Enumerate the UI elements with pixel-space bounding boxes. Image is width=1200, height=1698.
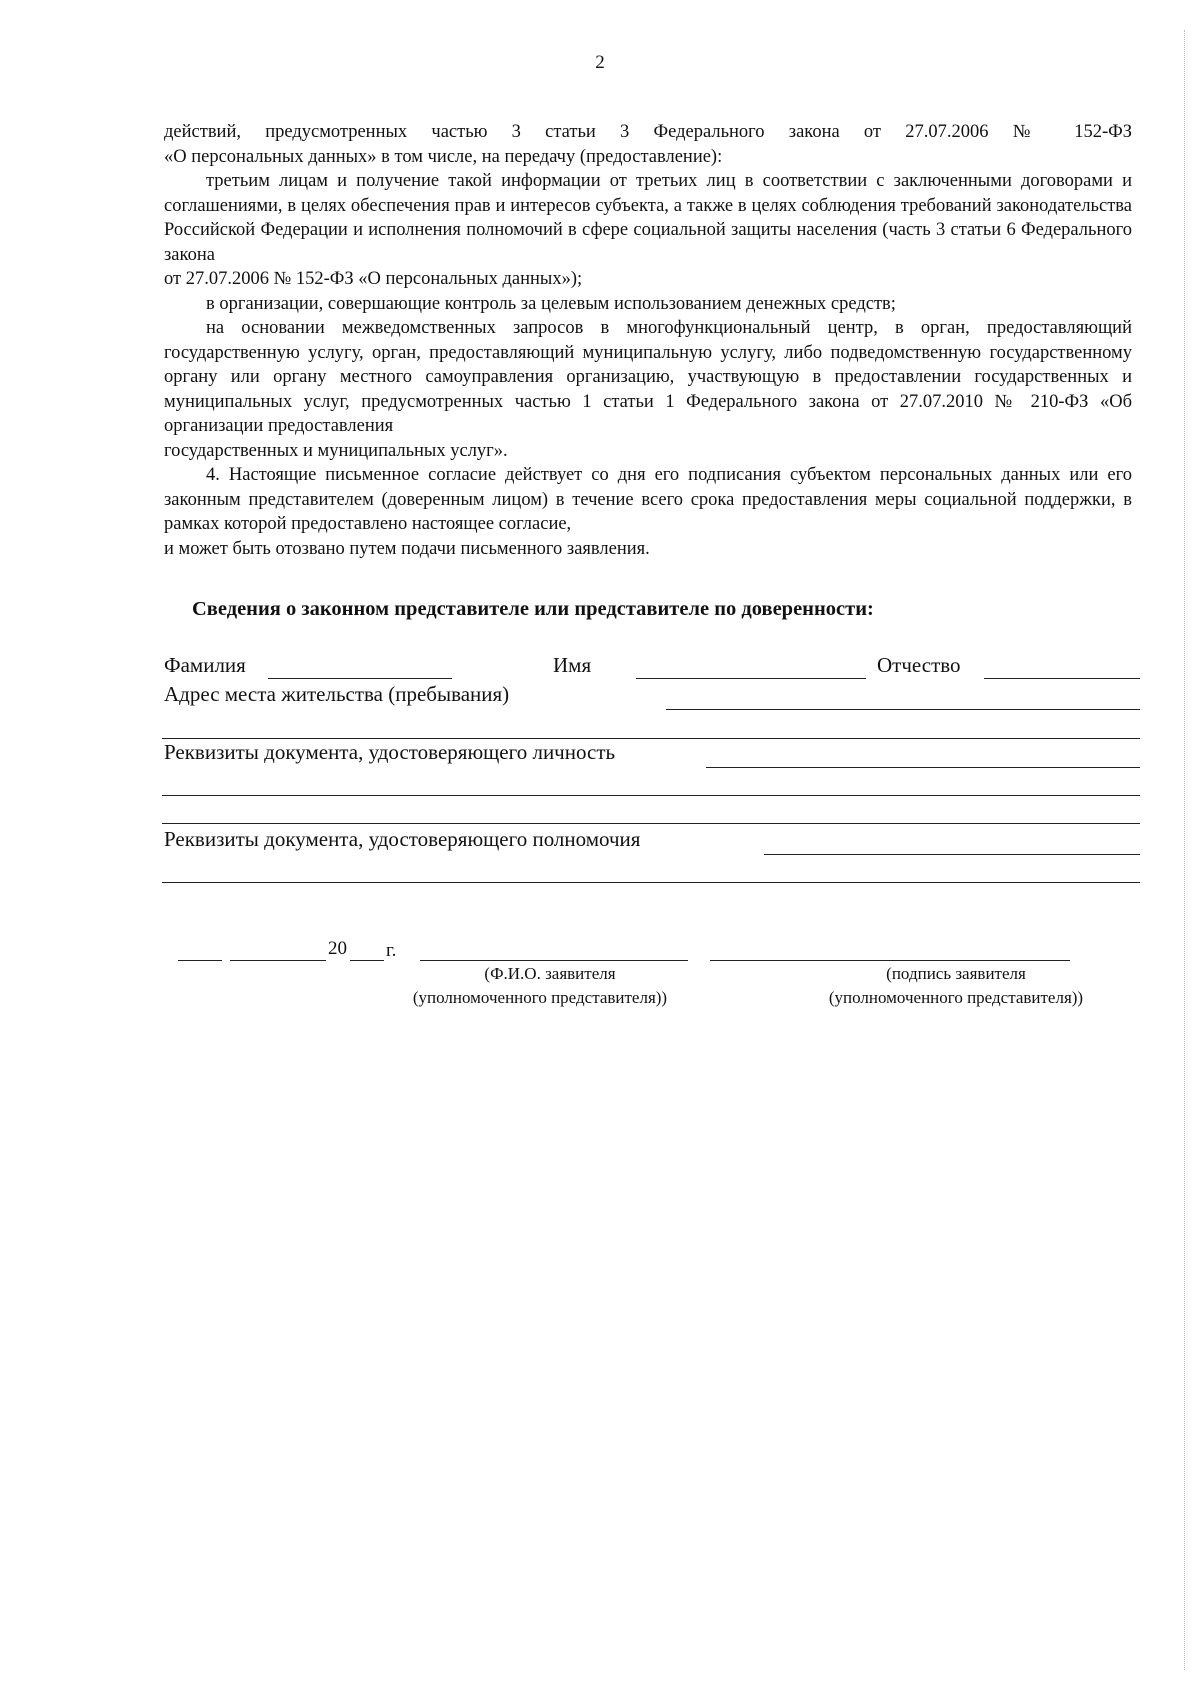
id-document-line-2[interactable] <box>162 795 1140 796</box>
authority-document-line-2[interactable] <box>162 882 1140 883</box>
signature-caption-line1: (подпись заявителя <box>886 964 1026 983</box>
paragraph-interagency-text: на основании межведомственных запросов в многофункциональный центр, в орган, предоставляющий государственную услугу, орган, предоставляющий муниципальную услугу, либо подведомственную государственному органу или органу местного самоуправления организацию, участвующую в предоставлении государственных и муниципальных услуг, предусмотренных частью 1 статьи 1 Федерального закона от 27.07.2010 № 210-ФЗ «Об организации предоставления <box>164 318 1132 436</box>
applicant-signature-line[interactable] <box>710 960 1070 961</box>
year-suffix: г. <box>386 940 397 961</box>
address-line-1[interactable] <box>666 709 1140 710</box>
patronymic-label: Отчество <box>877 653 961 677</box>
authority-document-line-1[interactable] <box>764 854 1140 855</box>
name-line[interactable] <box>636 678 866 679</box>
paragraph-actions <box>164 120 1132 169</box>
name-caption-line1: (Ф.И.О. заявителя <box>484 964 616 983</box>
paragraph-validity-text: 4. Настоящие письменное согласие действует со дня его подписания субъектом персональных данных или его законным представителем (доверенным лицом) в течение всего срока предоставления меры социальной поддержки, в рамках которой предоставлено настоящее согласие, <box>164 465 1132 534</box>
paragraph-interagency <box>164 316 1132 439</box>
id-document-label: Реквизиты документа, удостоверяющего личность <box>164 740 616 764</box>
patronymic-line[interactable] <box>984 678 1140 679</box>
date-year-line[interactable] <box>350 960 384 961</box>
name-label: Имя <box>553 653 592 677</box>
authority-document-label: Реквизиты документа, удостоверяющего полномочия <box>164 827 641 851</box>
paragraph-actions-line1: действий, предусмотренных частью 3 статьи 3 Федерального закона от 27.07.2006 № 152-ФЗ <box>164 122 1132 142</box>
scan-edge-artifact <box>1184 30 1185 1670</box>
address-label: Адрес места жительства (пребывания) <box>164 682 510 706</box>
applicant-name-line[interactable] <box>420 960 688 961</box>
page-number: 2 <box>595 52 605 73</box>
paragraph-validity <box>164 463 1132 537</box>
signature-caption-line2: (уполномоченного представителя)) <box>828 988 1084 1007</box>
date-day-line[interactable] <box>178 960 222 961</box>
surname-line[interactable] <box>268 678 452 679</box>
surname-label: Фамилия <box>164 653 246 677</box>
id-document-line-3[interactable] <box>162 823 1140 824</box>
paragraph-third-parties <box>164 169 1132 267</box>
consent-body-text <box>164 120 1132 561</box>
section-heading: Сведения о законном представителе или представителе по доверенности: <box>192 598 874 620</box>
paragraph-third-parties-text: третьим лицам и получение такой информации от третьих лиц в соответствии с заключенными договорами и соглашениями, в целях обеспечения прав и интересов субъекта, а также в целях соблюдения требований законодательства Российской Федерации и исполнения полномочий в сфере социальной защиты населения (часть 3 статьи 6 Федерального закона <box>164 171 1132 265</box>
paragraph-interagency-end: государственных и муниципальных услуг». <box>164 440 508 461</box>
name-caption-line2: (уполномоченного представителя)) <box>412 988 668 1007</box>
paragraph-third-parties-end: от 27.07.2006 № 152-ФЗ «О персональных данных»); <box>164 269 583 289</box>
address-line-2[interactable] <box>162 738 1140 739</box>
paragraph-actions-line2: «О персональных данных» в том числе, на передачу (предоставление): <box>164 146 723 167</box>
id-document-line-1[interactable] <box>706 767 1140 768</box>
year-prefix: 20 <box>328 938 347 959</box>
paragraph-control-orgs: в организации, совершающие контроль за целевым использованием денежных средств; <box>206 293 896 314</box>
date-month-line[interactable] <box>230 960 326 961</box>
paragraph-validity-end: и может быть отозвано путем подачи письменного заявления. <box>164 538 650 559</box>
